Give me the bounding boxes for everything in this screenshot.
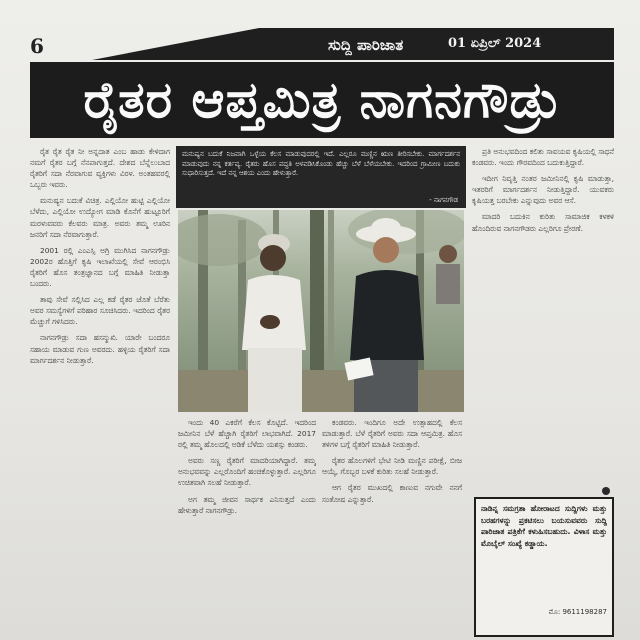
paragraph: ರೈತರ ಹೊಲಗಳಿಗೆ ಭೇಟಿ ನೀಡಿ ಮಣ್ಣಿನ ಪರೀಕ್ಷೆ, ಬೀಜ ಆಯ್ಕೆ, ಗೊಬ್ಬರ ಬಳಕೆ ಕುರಿತು ಸಲಹೆ ನೀಡುತ್ತಾರೆ. [322,456,462,477]
paragraph: ಇದೀಗ ನಿವೃತ್ತಿ ನಂತರ ಜಮೀನಿನಲ್ಲಿ ಕೃಷಿ ಮಾಡುತ್ತಾ, ಇತರರಿಗೆ ಮಾರ್ಗದರ್ಶನ ನೀಡುತ್ತಿದ್ದಾರೆ. ಯುವಕರು ಕೃಷಿಯತ್ತ ಬರಬೇಕು ಎನ್ನುವುದು ಅವರ ಆಸೆ. [472,174,614,206]
paragraph: ಮನುಷ್ಯನ ಬದುಕೆ ವಿಚಿತ್ರ. ಎಲ್ಲಿಯೋ ಹುಟ್ಟಿ ಎಲ್ಲಿಯೋ ಬೆಳೆದು, ಎಲ್ಲಿಯೋ ಉದ್ಯೋಗ ಮಾಡಿ ಕೊನೆಗೆ ಹುಟ್ಟೂರಿಗೆ ಮರಳುವವರು ಕೆಲವರು ಮಾತ್ರ. ಅವರು ತಮ್ಮ ಊರಿನ ಜನರಿಗೆ ಸದಾ ನೆರವಾಗುತ್ತಾರೆ. [30,196,170,239]
paragraph: ಇಂದು 40 ಎಕರೆಗೆ ಕೆಲಸ ಕೊಟ್ಟಿದೆ. ಇದರಿಂದ ಜಮೀನಿನ ಬೆಳೆ ಹೆಚ್ಚಾಗಿ ರೈತರಿಗೆ ಲಾಭವಾಗಿದೆ. 2017 ರಲ್ಲಿ ತಮ್ಮ ಹೊಲದಲ್ಲಿ ಅಡಿಕೆ ಬೆಳೆದು ಯಶಸ್ಸು ಕಂಡರು. [178,418,316,450]
paragraph: ನಾಗನಗೌಡ್ರು ಸದಾ ಹಸನ್ಮುಖಿ. ಯಾರೇ ಬಂದರೂ ಸಹಾಯ ಮಾಡುವ ಗುಣ ಅವರದು. ಹಳ್ಳಿಯ ರೈತರಿಗೆ ಸದಾ ಮಾರ್ಗದರ್ಶನ ನೀಡುತ್ತಾರೆ. [30,333,170,365]
photo-farmers-icon [178,210,464,412]
paper-name: ಸುದ್ದಿ ಪಾರಿಜಾತ [328,36,404,54]
page-number: 6 [30,34,44,58]
paragraph: ಪ್ರತಿ ಅನುಭವದಿಂದ ಕಲಿತು ಸಾವಯವ ಕೃಷಿಯಲ್ಲಿ ಸಾಧನೆ ಕಂಡವರು. ಇಂದು ಗೌರವದಿಂದ ಬದುಕುತ್ತಿದ್ದಾರೆ. [472,147,614,168]
paragraph: ಅಗ ತಮ್ಮ ಜೀವನ ಸಾರ್ಥಕ ಎನಿಸುತ್ತದೆ ಎಂದು ಹೇಳುತ್ತಾರೆ ನಾಗನಗೌಡ್ರು. [178,494,316,515]
article-column-mid2 [322,417,462,640]
notice-box [474,497,614,637]
paragraph: ತಾವು ಸೇವೆ ಸಲ್ಲಿಸಿದ ಎಲ್ಲ ಕಡೆ ರೈತರ ಜೊತೆ ಬೆರೆತು ಅವರ ಸಮಸ್ಯೆಗಳಿಗೆ ಪರಿಹಾರ ಸೂಚಿಸಿದರು. ಇದರಿಂದ ರೈತರ ಮೆಚ್ಚುಗೆ ಗಳಿಸಿದರು. [30,295,170,327]
article-column-mid1 [178,417,316,640]
notice-text: ನಾಡಿನ್ನ ಸಮಗ್ರತಾ ಹೋರಾಟದ ಸುದ್ದಿಗಳು ಮತ್ತು ಬರಹಗಳನ್ನು ಪ್ರಕಟಿಸಲು ಬಯಸುವವರು ಸುದ್ದಿ ಪಾರಿಜಾತ ಪತ್ರಿಕೆಗೆ ಕಳುಹಿಸಬಹುದು. ವಿಳಾಸ ಮತ್ತು ಮೊಬೈಲ್ ಸಂಖ್ಯೆ ಕಡ್ಡಾಯ. [481,504,607,548]
divider-dot [602,487,610,495]
paragraph: ಆಗ ರೈತರ ಮುಖದಲ್ಲಿ ಕಾಣುವ ನಗುವೇ ನನಗೆ ಸಂತೋಷ ಎನ್ನುತ್ತಾರೆ. [322,483,462,504]
pull-quote-text: ಮನುಷ್ಯನ ಬದುಕೆ ನಿಜವಾಗಿ ಒಳ್ಳೆಯ ಕೆಲಸ ಮಾಡುವುದರಲ್ಲಿ ಇದೆ. ಎಲ್ಲರೂ ಮಣ್ಣಿನ ಋಣ ತೀರಿಸಬೇಕು. ಮಾರ್ಗದರ್ಶನ ಮಾಡುವುದು ನನ್ನ ಕರ್ತವ್ಯ. ರೈತರು ಹೊಸ ಪದ್ಧತಿ ಅಳವಡಿಸಿಕೊಂಡು ಹೆಚ್ಚು ಬೆಳೆ ಬೆಳೆಯಬೇಕು. ಇದರಿಂದ ಗ್ರಾಮೀಣ ಬದುಕು ಸುಧಾರಿಸುತ್ತದೆ. ಇದೆ ನನ್ನ ಆಶಯ ಎಂದು ಹೇಳುತ್ತಾರೆ. [182,150,460,178]
paragraph: ಮಾದರಿ ಬದುಕಿನ ಕುರಿತು ಸಾಮಾಜಿಕ ಕಳಕಳಿ ಹೊಂದಿರುವ ನಾಗನಗೌಡರು ಎಲ್ಲರಿಗೂ ಪ್ರೇರಣೆ. [472,212,614,233]
article-photo [178,210,464,412]
headline: ರೈತರ ಆಪ್ತಮಿತ್ರ ನಾಗನಗೌಡ್ರು [30,62,614,138]
paragraph: 2001 ರಲ್ಲಿ ಎಂಎಸ್ಸಿ ಅಗ್ರಿ ಮುಗಿಸಿದ ನಾಗನಗೌಡ್ರು 2002ರ ಹೊತ್ತಿಗೆ ಕೃಷಿ ಇಲಾಖೆಯಲ್ಲಿ ಸೇವೆ ಆರಂಭಿಸಿ ರೈತರಿಗೆ ಹೊಸ ತಂತ್ರಜ್ಞಾನದ ಬಗ್ಗೆ ಮಾಹಿತಿ ನೀಡುತ್ತಾ ಬಂದರು. [30,245,170,289]
article-column-left [30,146,170,640]
paragraph: ಕಂಡವರು. ಇಂದಿಗೂ ಅದೇ ಉತ್ಸಾಹದಲ್ಲಿ ಕೆಲಸ ಮಾಡುತ್ತಾರೆ. ಬೆಳೆ ರೈತರಿಗೆ ಅವರು ಸದಾ ಆಪ್ತಮಿತ್ರ. ಹೊಸ ತಳಿಗಳ ಬಗ್ಗೆ ರೈತರಿಗೆ ಮಾಹಿತಿ ನೀಡುತ್ತಾರೆ. [322,418,462,450]
pull-quote [176,146,466,208]
notice-contact: ಮೊ: 9611198287 [548,608,607,616]
issue-date: 01 ಏಪ್ರಿಲ್ 2024 [448,36,542,51]
article-column-right [472,146,614,492]
pull-quote-signature: - ನಾಗನಗೌಡ [429,196,458,204]
paragraph: ಅವರು ಸಣ್ಣ ರೈತರಿಗೆ ಮಾದರಿಯಾಗಿದ್ದಾರೆ. ತಮ್ಮ ಅನುಭವವನ್ನು ಎಲ್ಲರೊಂದಿಗೆ ಹಂಚಿಕೊಳ್ಳುತ್ತಾರೆ. ಎಲ್ಲರಿಗೂ ಉಚಿತವಾಗಿ ಸಲಹೆ ನೀಡುತ್ತಾರೆ. [178,456,316,488]
paragraph: ರೈತ ರೈತ ರೈತ ನೀ ಅನ್ನದಾತ ಎಂಬ ಹಾಡು ಕೇಳಿದಾಗ ನಮಗೆ ರೈತರ ಬಗ್ಗೆ ನೆನಪಾಗುತ್ತದೆ. ದೇಶದ ಬೆನ್ನೆಲುಬಾದ ರೈತರಿಗೆ ಸದಾ ನೆರವಾಗುವ ವ್ಯಕ್ತಿಗಳು ವಿರಳ. ಅಂತಹವರಲ್ಲಿ ಒಬ್ಬರು ಇವರು. [30,147,170,190]
